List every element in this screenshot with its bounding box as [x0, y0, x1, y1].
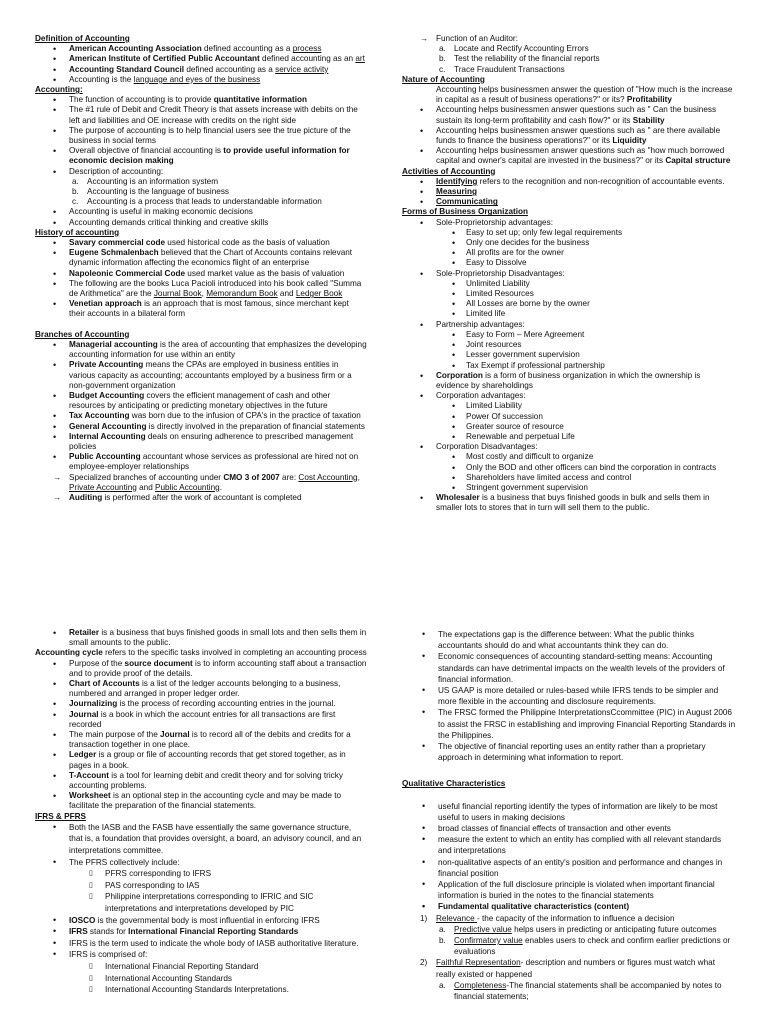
list-item: b. Test the reliability of the financial reports [454, 54, 734, 64]
list-item: → Specialized branches of accounting under CMO 3 of 2007 are: Cost Accounting, Private Accounting and Public Accounting. [35, 473, 367, 493]
list-item: • The FRSC formed the Philippine InterpretationsCcommittee (PIC) in August 2006 to assist the FRSC in establishing and improving Financial Reporting Standards in the Philippines. [438, 707, 736, 741]
list-item: • Easy to Dissolve [466, 258, 734, 268]
list-item: • The expectations gap is the difference between: What the public thinks accountants should do and what accountants think they can do. [438, 629, 736, 651]
list-item: • Accounting helps businessmen answer questions such as " are there available funds to finance the business operations?" or its Liquidity [436, 126, 734, 146]
list-item: • Measuring [436, 187, 734, 197]
list-item: • broad classes of financial effects of transaction and other events [438, 823, 736, 834]
activities-list [402, 177, 734, 208]
list-item: c. Trace Fraudulent Transactions [454, 65, 734, 75]
list-item: • Greater source of resource [466, 422, 734, 432]
list-item: • Fundamental qualitative characteristics (content) [438, 901, 736, 912]
history-list [35, 238, 367, 320]
column-top-left [35, 34, 367, 503]
list-item: • Journalizing is the process of recording accounting entries in the journal. [69, 699, 367, 709]
list-item: • The following are the books Luca Pacioli introduced into his book called "Summa de Arithmetica" are the Journal Book, Memorandum Book and Ledger Book [69, 279, 367, 299]
list-item: • Corporation is a form of business organization in which the ownership is evidence by shareholdings [436, 371, 734, 391]
cycle-list [35, 659, 367, 812]
list-item: • Accounting helps businessmen answer questions such as " Can the business sustain its long-term profitability and cash flow?" or its Stability [436, 105, 734, 125]
list-item: • Accounting is the language and eyes of the business [69, 75, 367, 85]
list-item: • Renewable and perpetual Life [466, 432, 734, 442]
list-item: • Overall objective of financial accounting is to provide useful information for economic decision making [69, 146, 367, 166]
retailer-list [35, 628, 367, 648]
list-item: • Only one decides for the business [466, 238, 734, 248]
list-item: • Economic consequences of accounting standard-setting means: Accounting standards can have detrimental impacts on the wealth levels of the providers of financial information. [438, 651, 736, 685]
list-item: • Accounting demands critical thinking and creative skills [69, 218, 367, 228]
list-item: ▯ PAS corresponding to IAS [105, 880, 367, 892]
sublist [436, 279, 734, 320]
list-item: • Limited life [466, 309, 734, 319]
list-item: b. Accounting is the language of business [87, 187, 367, 197]
list-item: • Easy to set up; only few legal requirements [466, 228, 734, 238]
list-item: • IFRS is comprised of: ▯ International Financial Reporting Standard ▯ International Accounting Standards ▯ International Accounting Standards Interpretations. [69, 949, 367, 995]
forms-list [402, 218, 734, 514]
list-item: • Stringent government supervision [466, 483, 734, 493]
list-item: • Corporation advantages: • Limited Liability • Power Of succession • Greater source of resource • Renewable and perpetual Life [436, 391, 734, 442]
sublist [69, 961, 367, 996]
list-item: 1) Relevance - the capacity of the information to influence a decision [420, 913, 675, 923]
list-item: c. Accounting is a process that leads to understandable information [87, 197, 367, 207]
list-item: • Joint resources [466, 340, 734, 350]
list-item: • Limited Liability [466, 401, 734, 411]
list-item: • useful financial reporting identify the types of information are likely to be most useful to users in making decisions [438, 801, 736, 823]
branches-list [35, 340, 367, 473]
list-item: • Managerial accounting is the area of accounting that emphasizes the developing accounting information for use within an entity [69, 340, 367, 360]
section-title: Nature of Accounting [402, 74, 485, 84]
sublist [436, 401, 734, 442]
sublist [436, 330, 734, 371]
sublist [402, 980, 736, 1002]
list-item: • Eugene Schmalenbach believed that the Chart of Accounts contains relevant dynamic information affecting the economics flight of an enterprise [69, 248, 367, 268]
list-item: • T-Account is a tool for learning debit and credit theory and for solving tricky accounting problems. [69, 771, 367, 791]
list-item: • American Accounting Association defined accounting as a process [69, 44, 367, 54]
accounting-list [35, 95, 367, 228]
list-item: • All profits are for the owner [466, 248, 734, 258]
list-item: • Accounting is useful in making economic decisions [69, 207, 367, 217]
list-item: ▯ PFRS corresponding to IFRS [105, 868, 367, 880]
list-item: • Public Accounting accountant whose services as professional are hired not on employee-employer relationships [69, 452, 367, 472]
list-item: • Description of accounting: a. Accounting is an information system b. Accounting is the language of business c. Accounting is a process that leads to understandable information [69, 167, 367, 208]
column-top-right [402, 34, 734, 514]
list-item: • Power Of succession [466, 412, 734, 422]
list-item: • Wholesaler is a business that buys finished goods in bulk and sells them in smaller lots to stores that in turn will sell them to the public. [436, 493, 734, 513]
list-item: ▯ International Financial Reporting Standard [105, 961, 367, 973]
paragraph: Accounting helps businessmen answer the question of "How much is the increase in capital as a result of business operations?" or its? Profitability [436, 85, 733, 105]
sublist [436, 452, 734, 493]
list-item: • The purpose of accounting is to help financial users see the true picture of the business in social terms [69, 126, 367, 146]
list-item: • Sole-Proprietorship advantages: • Easy to set up; only few legal requirements • Only one decides for the business • All profits are for the owner • Easy to Dissolve [436, 218, 734, 269]
sublist [436, 228, 734, 269]
list-item: • Worksheet is an optional step in the accounting cycle and may be made to facilitate the preparation of the financial statements. [69, 791, 367, 811]
list-item: • Identifying refers to the recognition and non-recognition of accountable events. [436, 177, 734, 187]
list-item: • Sole-Proprietorship Disadvantages: • Unlimited Liability • Limited Resources • All Losses are borne by the owner • Limited life [436, 269, 734, 320]
list-item: • Unlimited Liability [466, 279, 734, 289]
section-title: IFRS & PFRS [35, 811, 86, 821]
list-item: • The PFRS collectively include: ▯ PFRS corresponding to IFRS ▯ PAS corresponding to IAS ▯ Philippine interpretations corresponding to IFRIC and SIC interpretations and interpretations developed by PIC [69, 857, 367, 915]
section-title: History of accounting [35, 227, 120, 237]
list-item: • Ledger is a group or file of accounting records that get stored together, as in pages in a book. [69, 750, 367, 770]
list-item: • Tax Exempt if professional partnership [466, 361, 734, 371]
section-title: Activities of Accounting [402, 166, 496, 176]
list-item: a. Locate and Rectify Accounting Errors [454, 44, 734, 54]
qualitative-list [402, 801, 736, 913]
list-item: • Accounting Standard Council defined accounting as a service activity [69, 65, 367, 75]
list-item: a. Predictive value helps users in predicting or anticipating future outcomes [454, 924, 736, 935]
list-item: ▯ International Accounting Standards Interpretations. [105, 984, 367, 996]
list-item: • Partnership advantages: • Easy to Form – Mere Agreement • Joint resources • Lesser government supervision • Tax Exempt if professional partnership [436, 320, 734, 371]
list-item: • Venetian approach is an approach that is most famous, since merchant kept their accounts in a bilateral form [69, 299, 367, 319]
list-item: a. Accounting is an information system [87, 177, 367, 187]
list-item: • Napoleonic Commercial Code used market value as the basis of valuation [69, 269, 367, 279]
list-item: ▯ International Accounting Standards [105, 973, 367, 985]
sublist [69, 868, 367, 914]
list-item: b. Confirmatory value enables users to check and confirm earlier predictions or evaluations [454, 935, 736, 957]
sublist [402, 924, 736, 958]
column-bottom-right [402, 629, 736, 1002]
list-item: • Internal Accounting deals on ensuring adherence to prescribed management policies [69, 432, 367, 452]
list-item: • Private Accounting means the CPAs are employed in business entities in various capacity as accounting; accountants employed by a business firm or a non-government organization [69, 360, 367, 391]
list-item: • Purpose of the source document is to inform accounting staff about a transaction and to provide proof of the details. [69, 659, 367, 679]
list-item: • Accounting helps businessmen answer questions such as "how much borrowed capital and owner's capital are invested in the business?" or its Capital structure [436, 146, 734, 166]
list-item: • IFRS is the term used to indicate the whole body of IASB authoritative literature. [69, 938, 367, 950]
section-title: Qualitative Characteristics [402, 779, 506, 789]
list-item: • All Losses are borne by the owner [466, 299, 734, 309]
list-item: • Retailer is a business that buys finished goods in small lots and then sells them in small amounts to the public. [69, 628, 367, 648]
list-item: • Easy to Form – Mere Agreement [466, 330, 734, 340]
section-title: Definition of Accounting [35, 34, 130, 43]
list-item: ▯ Philippine interpretations corresponding to IFRIC and SIC interpretations and interpretations developed by PIC [105, 891, 367, 914]
section-title: Branches of Accounting [35, 329, 130, 339]
list-item: • measure the extent to which an entity has complied with all relevant standards and interpretations [438, 834, 736, 856]
list-item: • non-qualitative aspects of an entity's position and performance and changes in financial position [438, 857, 736, 879]
definition-list [35, 44, 367, 85]
list-item: • Tax Accounting was born due to the infusion of CPA's in the practice of taxation [69, 411, 367, 421]
list-item: • The function of accounting is to provide quantitative information [69, 95, 367, 105]
list-item: • The #1 rule of Debit and Credit Theory is that assets increase with debits on the left and liabilities and OE increase with credits on the right side [69, 105, 367, 125]
column-bottom-left [35, 628, 367, 996]
description-sublist [69, 177, 367, 208]
list-item: • Corporation Disadvantages: • Most costly and difficult to organize • Only the BOD and other officers can bind the corporation in contracts • Shareholders have limited access and control • Stringent government supervision [436, 442, 734, 493]
list-item: → Function of an Auditor: [402, 34, 734, 44]
list-item: • IFRS stands for International Financial Reporting Standards [69, 926, 367, 938]
list-item: • IOSCO is the governmental body is most influential in enforcing IFRS [69, 915, 367, 927]
auditor-sublist [402, 44, 734, 75]
ifrs-list [35, 822, 367, 996]
list-item: • Application of the full disclosure principle is violated when important financial information is buried in the notes to the financial statements [438, 879, 736, 901]
list-item: • Both the IASB and the FASB have essentially the same governance structure, that is, a foundation that provides oversight, a board, an advisory council, and an interpretations committee. [69, 822, 367, 857]
list-item: • Shareholders have limited access and control [466, 473, 734, 483]
list-item: 2) Faithful Representation- description and numbers or figures must watch what really existed or happened [420, 958, 715, 979]
standards-list [402, 629, 736, 763]
list-item: • Most costly and difficult to organize [466, 452, 734, 462]
list-item: • Limited Resources [466, 289, 734, 299]
list-item: → Auditing is performed after the work of accountant is completed [35, 493, 367, 503]
list-item: • American Institute of Certified Public Accountant defined accounting as an art [69, 54, 367, 64]
list-item: • The objective of financial reporting uses an entity rather than a proprietary approach in determining what information to report. [438, 741, 736, 763]
list-item: • Budget Accounting covers the efficient management of cash and other resources by anticipating or predicting monetary objectives in the future [69, 391, 367, 411]
list-item: • General Accounting is directly involved in the preparation of financial statements [69, 422, 367, 432]
list-item: • US GAAP is more detailed or rules-based while IFRS tends to be simpler and more flexible in the accounting and disclosure requirements. [438, 685, 736, 707]
paragraph: Accounting cycle refers to the specific tasks involved in completing an accounting process [35, 648, 367, 658]
list-item: • Only the BOD and other officers can bind the corporation in contracts [466, 463, 734, 473]
list-item: a. Completeness-The financial statements shall be accompanied by notes to financial statements; [454, 980, 736, 1002]
list-item: • Chart of Accounts is a list of the ledger accounts belonging to a business, numbered and arranged in proper ledger order. [69, 679, 367, 699]
section-title: Forms of Business Organization [402, 207, 529, 217]
list-item: • Journal is a book in which the account entries for all transactions are first recorded [69, 710, 367, 730]
section-title: Accounting: [35, 85, 83, 95]
list-item: • Communicating [436, 197, 734, 207]
list-item: • Savary commercial code used historical code as the basis of valuation [69, 238, 367, 248]
list-item: • Lesser government supervision [466, 350, 734, 360]
list-item: • The main purpose of the Journal is to record all of the debits and credits for a transaction together in one place. [69, 730, 367, 750]
nature-list [402, 105, 734, 166]
